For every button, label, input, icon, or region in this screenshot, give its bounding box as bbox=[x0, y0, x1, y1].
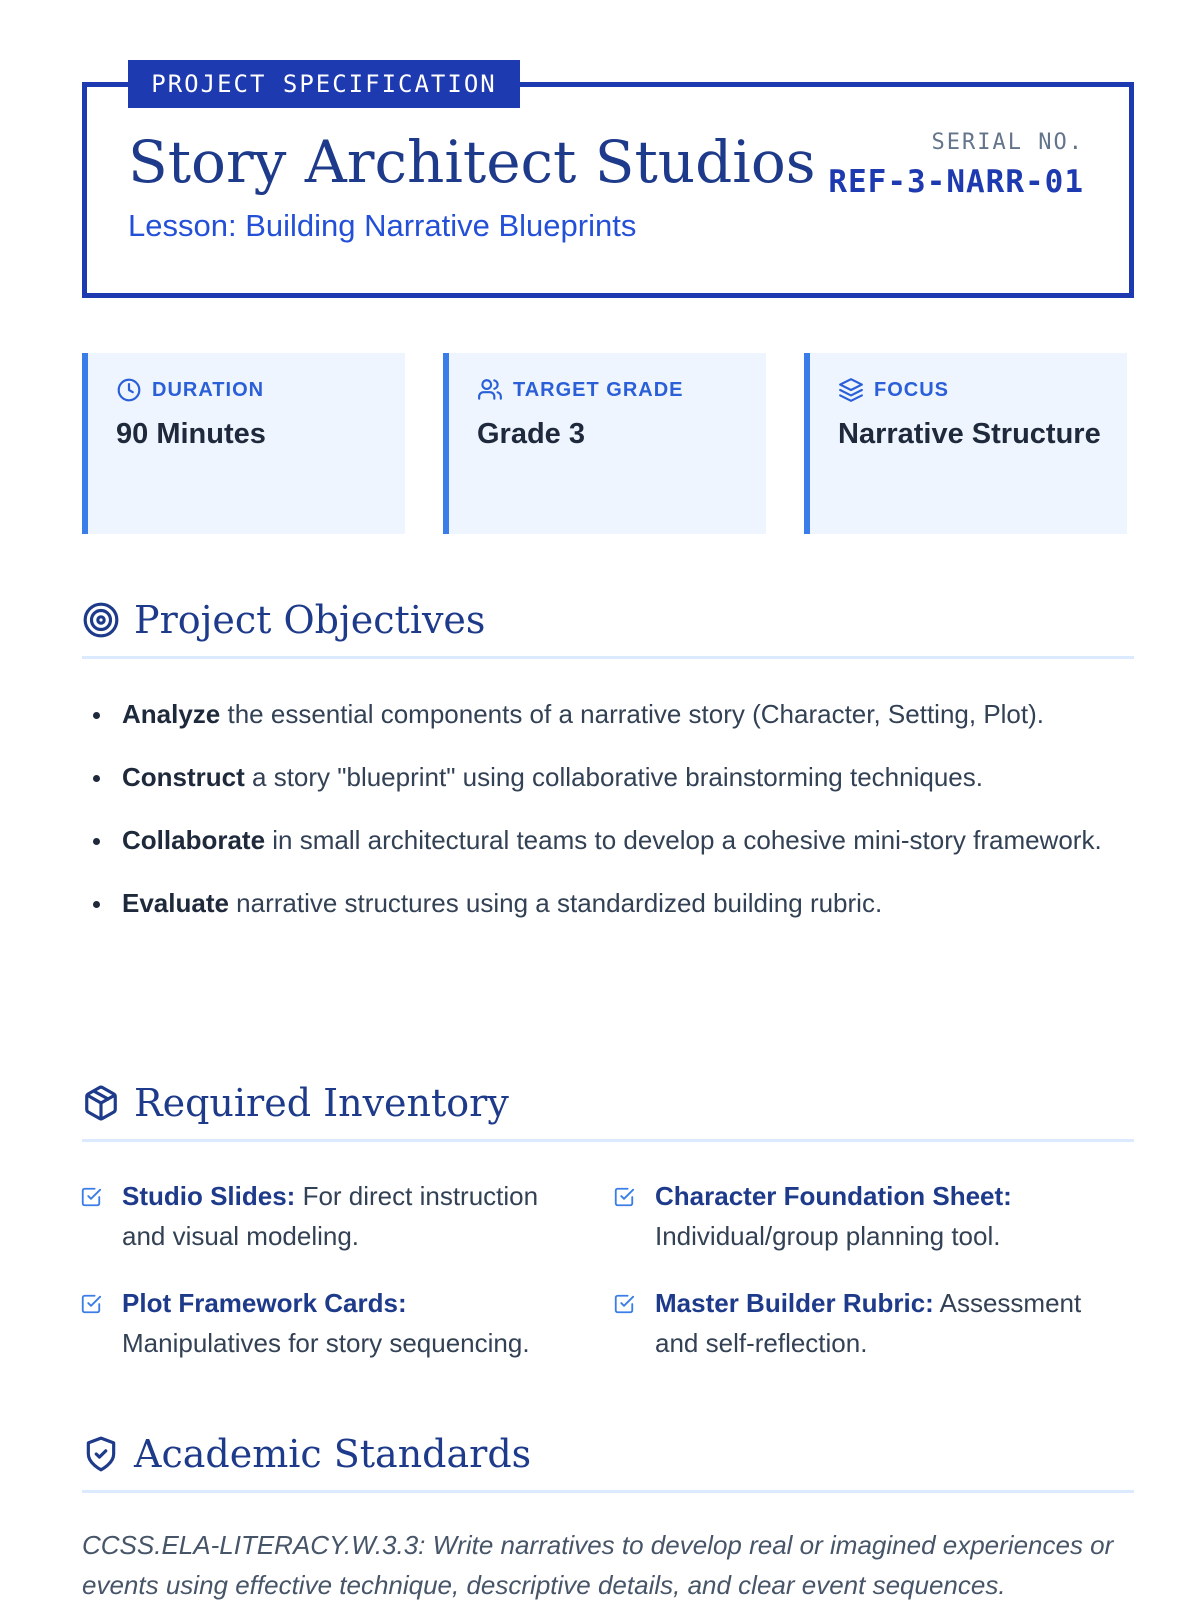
stat-card-focus bbox=[804, 353, 1127, 534]
stat-label: FOCUS bbox=[874, 378, 949, 401]
objectives-heading bbox=[82, 598, 1134, 659]
objectives-list bbox=[82, 693, 1134, 945]
inventory-heading bbox=[82, 1081, 1134, 1142]
page-title: Story Architect Studios bbox=[128, 128, 816, 196]
stat-value: 90 Minutes bbox=[116, 418, 266, 450]
users-icon bbox=[477, 377, 503, 403]
stat-card-duration bbox=[82, 353, 405, 534]
stat-value: Grade 3 bbox=[477, 418, 585, 450]
section-title: Project Objectives bbox=[134, 598, 486, 642]
header-tab-label: PROJECT SPECIFICATION bbox=[128, 60, 520, 108]
check-square-icon bbox=[80, 1186, 102, 1208]
inventory-item: Plot Framework Cards: Manipulatives for story sequencing. bbox=[80, 1283, 555, 1363]
serial-value: REF-3-NARR-01 bbox=[828, 164, 1084, 200]
check-square-icon bbox=[80, 1293, 102, 1315]
stat-card-target-grade bbox=[443, 353, 766, 534]
inventory-item: Master Builder Rubric: Assessment and self-reflection. bbox=[613, 1283, 1088, 1363]
standard-text: CCSS.ELA-LITERACY.W.3.3: Write narratives to develop real or imagined experiences or events using effective technique, descriptive details, and clear event sequences. bbox=[82, 1530, 1114, 1600]
list-item: Collaborate in small architectural teams to develop a cohesive mini-story framework. bbox=[82, 819, 1134, 862]
section-title: Required Inventory bbox=[134, 1081, 509, 1125]
stat-value: Narrative Structure bbox=[838, 418, 1101, 450]
clock-icon bbox=[116, 377, 142, 403]
list-item: Evaluate narrative structures using a standardized building rubric. bbox=[82, 882, 1134, 925]
shield-check-icon bbox=[82, 1435, 120, 1473]
list-item: Construct a story "blueprint" using collaborative brainstorming techniques. bbox=[82, 756, 1134, 799]
stat-label: DURATION bbox=[152, 378, 265, 401]
inventory-item: Character Foundation Sheet: Individual/group planning tool. bbox=[613, 1176, 1088, 1256]
check-square-icon bbox=[613, 1186, 635, 1208]
stat-label: TARGET GRADE bbox=[513, 378, 684, 401]
inventory-item: Studio Slides: For direct instruction and visual modeling. bbox=[80, 1176, 555, 1256]
layers-icon bbox=[838, 377, 864, 403]
target-icon bbox=[82, 601, 120, 639]
check-square-icon bbox=[613, 1293, 635, 1315]
standards-heading bbox=[82, 1432, 1134, 1493]
serial-label: SERIAL NO. bbox=[931, 130, 1084, 155]
box-icon bbox=[82, 1084, 120, 1122]
section-title: Academic Standards bbox=[134, 1432, 532, 1476]
lesson-subtitle: Lesson: Building Narrative Blueprints bbox=[128, 208, 637, 243]
list-item: Analyze the essential components of a narrative story (Character, Setting, Plot). bbox=[82, 693, 1134, 736]
